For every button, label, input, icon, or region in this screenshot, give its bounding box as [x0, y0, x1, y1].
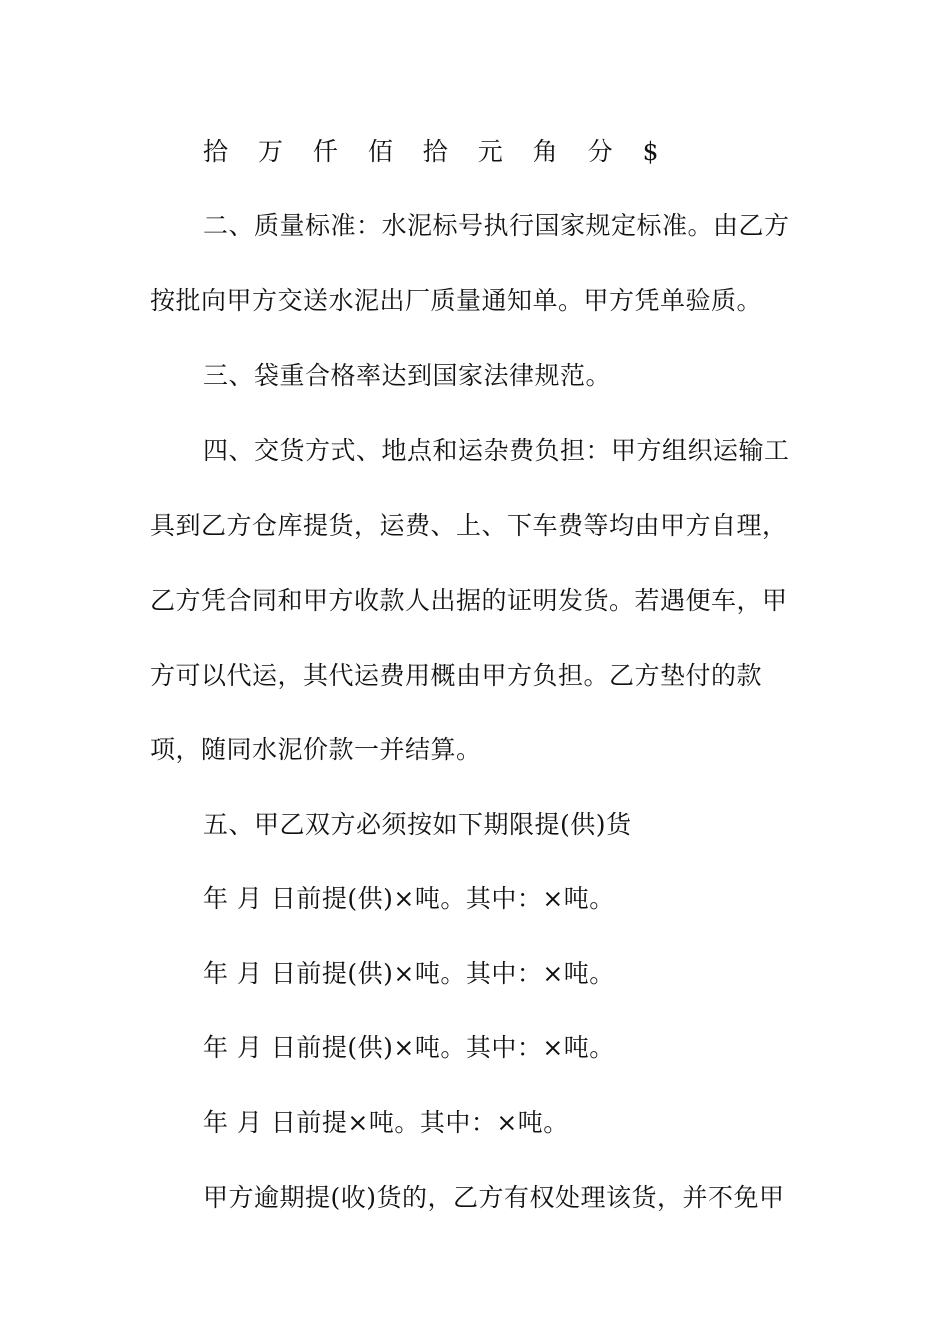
paragraph-line: 甲方逾期提(收)货的，乙方有权处理该货，并不免甲	[203, 1183, 785, 1212]
paragraph-line: 方可以代运，其代运费用概由甲方负担。乙方垫付的款	[150, 661, 763, 690]
delivery-schedule-line: 年 月 日前提(供)×吨。其中：×吨。	[203, 884, 615, 913]
paragraph-line: 按批向甲方交送水泥出厂质量通知单。甲方凭单验质。	[150, 286, 763, 315]
amount-units-line: 拾 万 仟 佰 拾 元 角 分 $	[203, 137, 670, 166]
paragraph-line: 项，随同水泥价款一并结算。	[150, 735, 482, 764]
delivery-schedule-line: 年 月 日前提(供)×吨。其中：×吨。	[203, 1033, 615, 1062]
paragraph-line: 具到乙方仓库提货，运费、上、下车费等均由甲方自理，	[150, 511, 788, 540]
paragraph-line: 五、甲乙双方必须按如下期限提(供)货	[203, 810, 632, 839]
paragraph-line: 三、袋重合格率达到国家法律规范。	[203, 361, 612, 390]
paragraph-line: 二、质量标准：水泥标号执行国家规定标准。由乙方	[203, 211, 790, 240]
delivery-schedule-line: 年 月 日前提(供)×吨。其中：×吨。	[203, 959, 615, 988]
paragraph-line: 四、交货方式、地点和运杂费负担：甲方组织运输工	[203, 436, 790, 465]
paragraph-line: 乙方凭合同和甲方收款人出据的证明发货。若遇便车，甲	[150, 586, 788, 615]
delivery-schedule-line: 年 月 日前提×吨。其中：×吨。	[203, 1108, 569, 1137]
